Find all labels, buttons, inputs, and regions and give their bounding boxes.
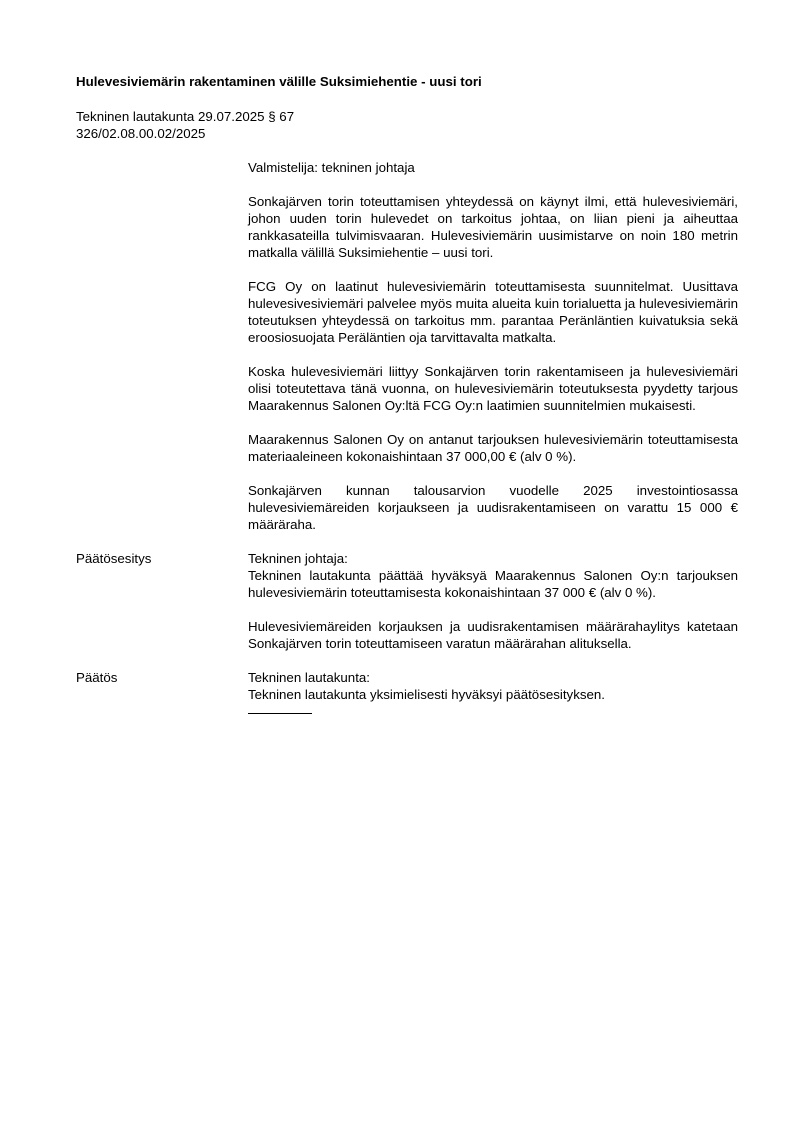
meeting-reference: Tekninen lautakunta 29.07.2025 § 67: [76, 109, 295, 124]
paragraph: Koska hulevesiviemäri liittyy Sonkajärven torin rakentamiseen ja hulevesiviemäri olisi toteutettava tänä vuonna, on hulevesiviemärin toteutuksesta pyydetty tarjous Maarakennus Salonen Oy:ltä FCG Oy:n laatimien suunnitelmien mukaisesti.: [248, 364, 738, 413]
paragraph: FCG Oy on laatinut hulevesiviemärin toteuttamisesta suunnitelmat. Uusittava hulevesivesiviemäri palvelee myös muita alueita kuin torialuetta ja hulevesiviemärin toteutuksen yhteydessä on tarkoitus mm. parantaa Peränläntien kuivatuksia sekä eroosiosuojata Peräläntien oja tarvittavalta matkalta.: [248, 279, 739, 345]
proposal-presenter: Tekninen johtaja:: [248, 551, 348, 566]
preparation-label: [76, 159, 248, 533]
paragraph: Sonkajärven torin toteuttamisen yhteydessä on käynyt ilmi, että hulevesiviemäri, johon uuden torin hulevedet on tarkoitus johtaa, on liian pieni ja aiheuttaa rankkasateilla tulvimisvaaran. Hulevesiviemärin uusimistarve on noin 180 metrin matkalla välillä Suksimiehentie – uusi tori.: [248, 194, 738, 260]
signature-rule: [248, 703, 312, 714]
proposal-text: Tekninen lautakunta päättää hyväksyä Maarakennus Salonen Oy:n tarjouksen hulevesiviemärin toteuttamisesta kokonaishintaan 37 000 € (alv 0 %).: [248, 568, 738, 600]
preparer: Valmistelija: tekninen johtaja: [248, 160, 415, 175]
record-number: 326/02.08.00.02/2025: [76, 126, 206, 141]
decision-label: Päätös: [76, 670, 118, 685]
proposal-content: [248, 550, 738, 652]
paragraph: Sonkajärven kunnan talousarvion vuodelle 2025 investointiosassa hulevesiviemäreiden korjaukseen ja uudisrakentamiseen on varattu 15 000 € määräraha.: [248, 483, 738, 532]
meeting-info: [76, 108, 744, 142]
decision-section: [76, 669, 744, 714]
preparation-content: [248, 159, 738, 533]
proposal-label: Päätösesitys: [76, 551, 152, 566]
proposal-section: [76, 550, 744, 652]
decision-text: Tekninen lautakunta yksimielisesti hyväksyi päätösesityksen.: [248, 687, 605, 702]
decision-body: Tekninen lautakunta:: [248, 670, 370, 685]
preparation-section: [76, 159, 744, 533]
decision-content: [248, 669, 738, 714]
document-title: Hulevesiviemärin rakentaminen välille Suksimiehentie - uusi tori: [76, 74, 482, 89]
paragraph: Maarakennus Salonen Oy on antanut tarjouksen hulevesiviemärin toteuttamisesta materiaaleineen kokonaishintaan 37 000,00 € (alv 0 %).: [248, 432, 738, 464]
proposal-funding: Hulevesiviemäreiden korjauksen ja uudisrakentamisen määrärahaylitys katetaan Sonkajärven torin toteuttamiseen varatun määrärahan alituksella.: [248, 619, 738, 651]
document-page: [76, 73, 744, 714]
